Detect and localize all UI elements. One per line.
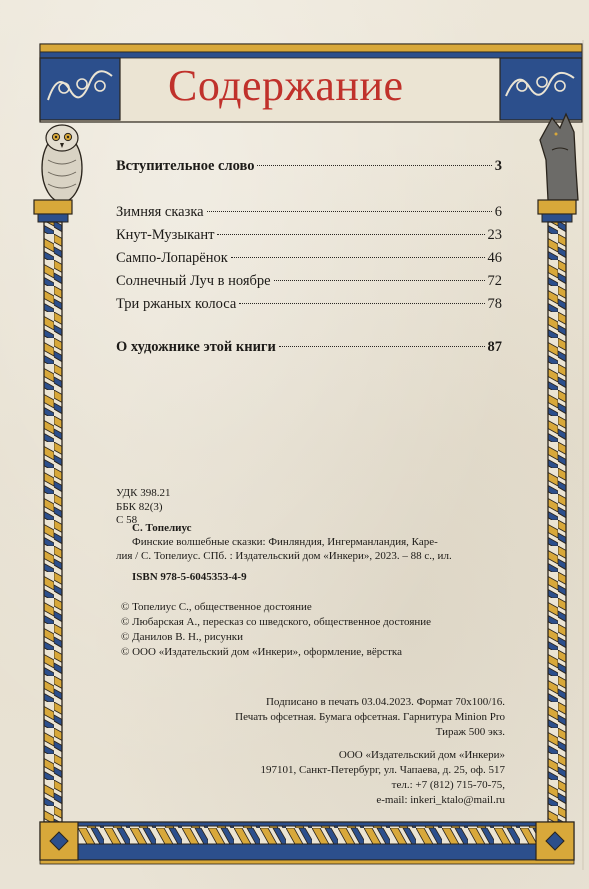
- print-info-block: [235, 695, 505, 740]
- right-column-capital: [538, 200, 576, 222]
- toc-entry-page: 23: [487, 227, 502, 243]
- author-mark: С 58: [116, 514, 138, 526]
- toc-entry-label: Солнечный Луч в ноябре: [116, 273, 271, 289]
- ornament-corner-icon: [500, 58, 582, 120]
- toc-entry-page: 3: [494, 158, 502, 174]
- right-column: [548, 222, 566, 822]
- print-info-line: Печать офсетная. Бумага офсетная. Гарнитура Minion Pro: [235, 711, 505, 723]
- udk-code: УДК 398.21: [116, 487, 171, 499]
- ornament-corner-icon: [40, 58, 120, 120]
- toc-entry: [116, 296, 502, 316]
- biblio-line: Финские волшебные сказки: Финляндия, Ингерманландия, Каре-: [132, 536, 438, 548]
- toc-entry: [116, 339, 502, 359]
- toc-entry-page: 6: [494, 204, 502, 220]
- publisher-address: 197101, Санкт-Петербург, ул. Чапаева, д. 25, оф. 517: [260, 764, 505, 776]
- toc-entry-page: 87: [487, 339, 502, 355]
- toc-leader-dots: [239, 303, 484, 304]
- toc-leader-dots: [231, 257, 485, 258]
- toc-leader-dots: [217, 234, 484, 235]
- toc-entry: [116, 250, 502, 270]
- toc-entry-label: Зимняя сказка: [116, 204, 204, 220]
- toc-entry-label: О художнике этой книги: [116, 339, 276, 355]
- isbn: ISBN 978-5-6045353-4-9: [132, 571, 247, 583]
- bottom-band: [40, 822, 574, 864]
- toc-entry: [116, 273, 502, 293]
- wolf-icon: [540, 114, 578, 200]
- copyright-line: © Данилов В. Н., рисунки: [121, 631, 243, 643]
- copyright-block: [121, 600, 431, 660]
- toc-entry-label: Три ржаных колоса: [116, 296, 237, 312]
- bibliographic-record: [116, 521, 502, 563]
- toc-entry-page: 72: [487, 273, 502, 289]
- biblio-line: лия / С. Топелиус. СПб. : Издательский дом «Инкери», 2023. – 88 с., ил.: [116, 550, 452, 562]
- toc-entry-page: 78: [487, 296, 502, 312]
- left-column-capital: [34, 200, 72, 222]
- print-info-line: Подписано в печать 03.04.2023. Формат 70х100/16.: [265, 696, 505, 708]
- copyright-line: © ООО «Издательский дом «Инкери», оформление, вёрстка: [121, 646, 402, 658]
- copyright-line: © Топелиус С., общественное достояние: [121, 601, 312, 613]
- copyright-line: © Любарская А., пересказ со шведского, общественное достояние: [121, 616, 432, 628]
- toc-entry: [116, 227, 502, 247]
- toc-entry-label: Вступительное слово: [116, 158, 255, 174]
- bbk-code: ББК 82(3): [116, 500, 163, 513]
- publisher-phone: тел.: +7 (812) 715-70-75,: [391, 779, 505, 791]
- print-info-line: Тираж 500 экз.: [435, 726, 505, 738]
- publisher-email: e-mail: inkeri_ktalo@mail.ru: [376, 794, 505, 806]
- page-title: Содержание: [168, 61, 404, 110]
- publisher-name: ООО «Издательский дом «Инкери»: [338, 749, 505, 761]
- toc-entry: [116, 158, 502, 178]
- publisher-block: [261, 748, 505, 808]
- toc-entry-page: 46: [487, 250, 502, 266]
- toc-leader-dots: [257, 165, 491, 166]
- toc-leader-dots: [207, 211, 492, 212]
- toc-entry-label: Сампо-Лопарёнок: [116, 250, 228, 266]
- author-name: С. Топелиус: [132, 522, 192, 534]
- toc-leader-dots: [279, 346, 485, 347]
- toc-entry-label: Кнут-Музыкант: [116, 227, 215, 243]
- toc-leader-dots: [274, 280, 485, 281]
- owl-icon: [42, 125, 82, 202]
- left-column: [44, 222, 62, 822]
- toc-entry: [116, 204, 502, 224]
